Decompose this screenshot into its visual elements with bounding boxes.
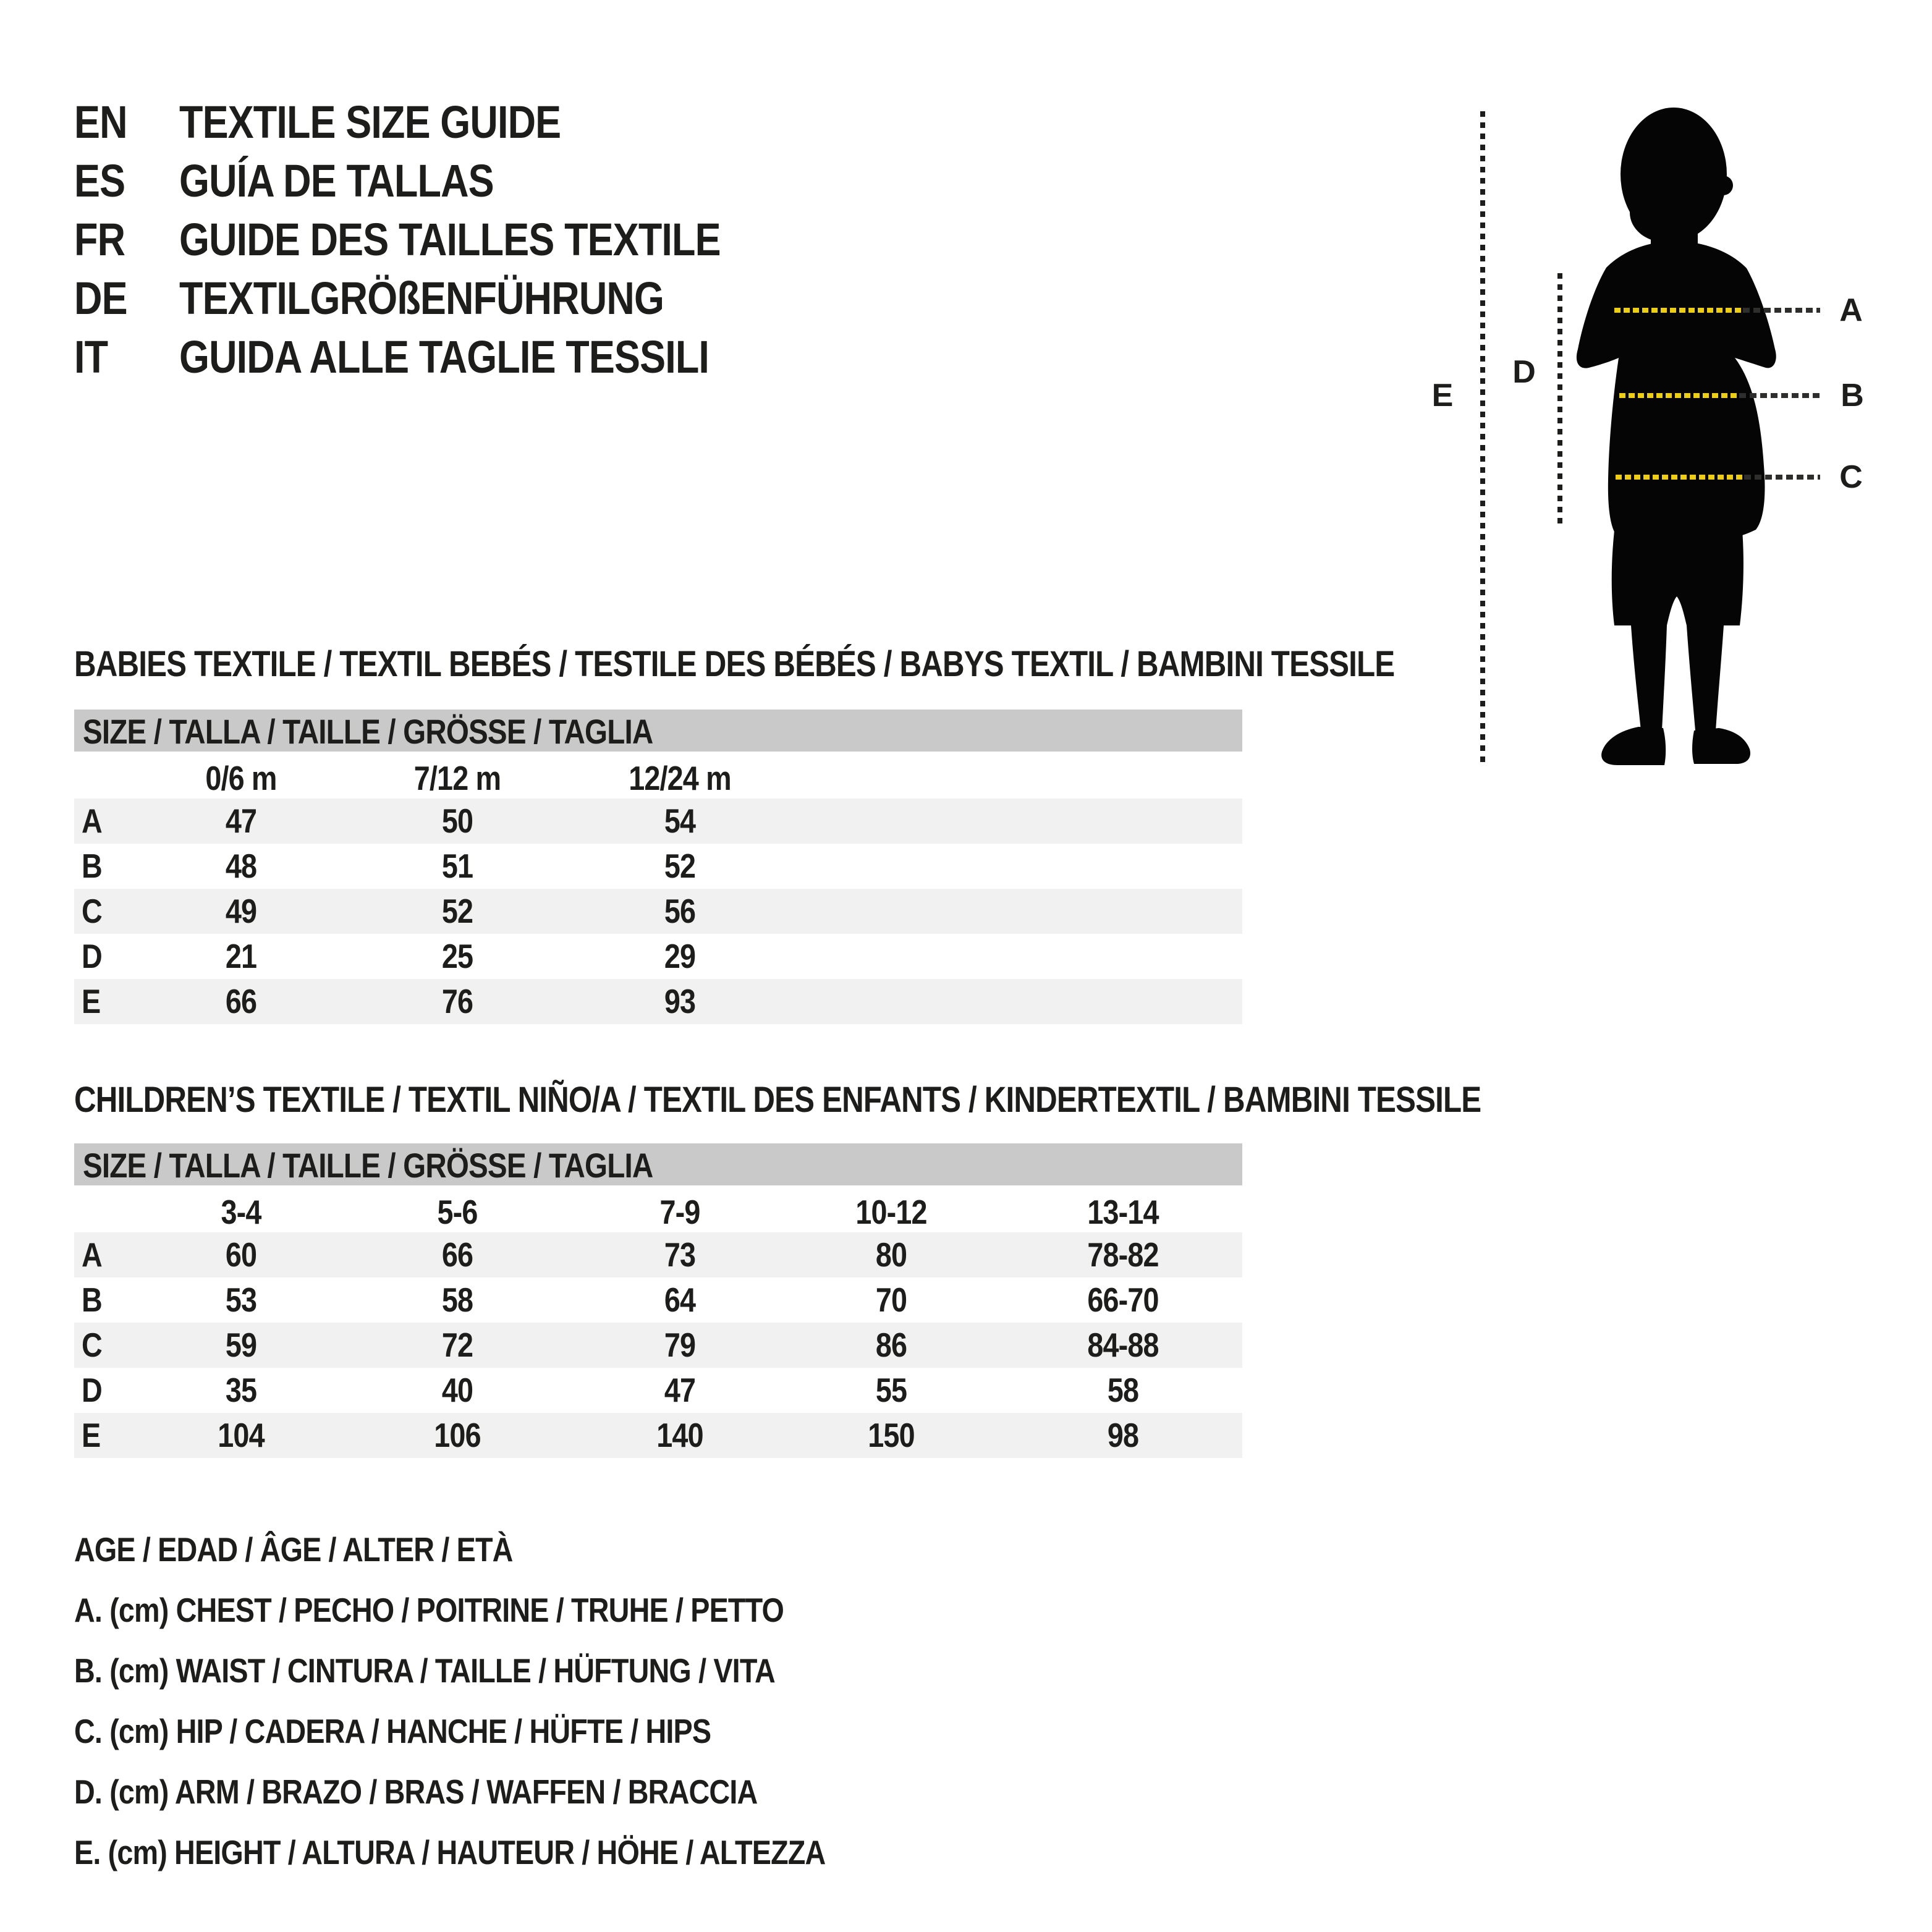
cell: 49 — [225, 892, 257, 930]
column-header: 10-12 — [855, 1193, 927, 1231]
waist-measure-line-b-dark — [1739, 393, 1820, 398]
row-label: A — [82, 802, 102, 840]
legend-line: D. (cm) ARM / BRAZO / BRAS / WAFFEN / BRACCIA — [74, 1773, 758, 1811]
cell: 80 — [875, 1235, 907, 1274]
cell: 79 — [664, 1326, 696, 1364]
cell: 47 — [225, 802, 257, 840]
column-header: 0/6 m — [205, 759, 277, 797]
language-code: FR — [74, 214, 125, 265]
cell: 60 — [225, 1235, 257, 1274]
cell: 76 — [441, 982, 473, 1020]
cell: 50 — [441, 802, 473, 840]
waist-measure-line-b-yellow — [1619, 393, 1738, 398]
column-header: 5-6 — [437, 1193, 478, 1231]
cell: 35 — [225, 1371, 257, 1409]
cell: 51 — [441, 847, 473, 885]
cell: 93 — [664, 982, 696, 1020]
cell: 47 — [664, 1371, 696, 1409]
language-code: DE — [74, 273, 127, 324]
row-label: A — [82, 1235, 102, 1274]
table-row — [74, 1277, 1242, 1323]
cell: 54 — [664, 802, 696, 840]
cell: 66 — [225, 982, 257, 1020]
cell: 86 — [875, 1326, 907, 1364]
title-block — [74, 93, 816, 386]
cell: 25 — [441, 937, 473, 975]
table-row — [74, 1368, 1242, 1413]
table-row — [74, 799, 1242, 844]
column-header: 12/24 m — [629, 759, 731, 797]
cell: 21 — [225, 937, 257, 975]
language-title: GUÍA DE TALLAS — [179, 155, 494, 206]
cell: 78-82 — [1087, 1235, 1159, 1274]
table-row — [74, 1232, 1242, 1277]
cell: 58 — [1107, 1371, 1139, 1409]
table-row — [74, 889, 1242, 934]
table-row — [74, 1413, 1242, 1458]
row-label: C — [82, 892, 102, 930]
figure-label-c: C — [1839, 459, 1863, 495]
language-title: TEXTILE SIZE GUIDE — [179, 96, 561, 148]
cell: 52 — [441, 892, 473, 930]
legend-line: E. (cm) HEIGHT / ALTURA / HAUTEUR / HÖHE / ALTEZZA — [74, 1833, 826, 1871]
babies-column-header-row — [74, 752, 1242, 799]
cell: 53 — [225, 1281, 257, 1319]
cell: 59 — [225, 1326, 257, 1364]
row-label: D — [82, 1371, 102, 1409]
cell: 73 — [664, 1235, 696, 1274]
hip-measure-line-c-yellow — [1616, 475, 1743, 480]
babies-size-table — [74, 710, 1242, 1027]
language-title: GUIDE DES TAILLES TEXTILE — [179, 214, 721, 265]
cell: 104 — [218, 1416, 265, 1454]
cell: 98 — [1107, 1416, 1139, 1454]
figure-label-a: A — [1839, 292, 1863, 328]
arm-measure-dotted-line-d — [1557, 273, 1562, 529]
babies-section-heading: BABIES TEXTILE / TEXTIL BEBÉS / TESTILE DES BÉBÉS / BABYS TEXTIL / BAMBINI TESSILE — [74, 644, 1395, 684]
cell: 40 — [441, 1371, 473, 1409]
chest-measure-line-a-dark — [1743, 308, 1820, 313]
legend-line: A. (cm) CHEST / PECHO / POITRINE / TRUHE / PETTO — [74, 1591, 784, 1629]
babies-size-header-bar: SIZE / TALLA / TAILLE / GRÖSSE / TAGLIA — [74, 710, 1242, 752]
table-row — [74, 1323, 1242, 1368]
cell: 55 — [875, 1371, 907, 1409]
children-size-table — [74, 1143, 1242, 1460]
cell: 52 — [664, 847, 696, 885]
cell: 70 — [875, 1281, 907, 1319]
column-header: 7-9 — [659, 1193, 700, 1231]
legend-line: B. (cm) WAIST / CINTURA / TAILLE / HÜFTUNG / VITA — [74, 1651, 775, 1690]
cell: 84-88 — [1087, 1326, 1159, 1364]
row-label: E — [82, 1416, 101, 1454]
cell: 106 — [434, 1416, 481, 1454]
children-column-header-row — [74, 1185, 1242, 1232]
measurement-legend — [74, 1519, 958, 1883]
cell: 29 — [664, 937, 696, 975]
cell: 72 — [441, 1326, 473, 1364]
language-row — [74, 328, 816, 386]
cell: 58 — [441, 1281, 473, 1319]
language-row — [74, 269, 816, 328]
table-row — [74, 979, 1242, 1024]
column-header: 3-4 — [221, 1193, 261, 1231]
language-row — [74, 151, 816, 210]
column-header: 7/12 m — [413, 759, 501, 797]
hip-measure-line-c-dark — [1744, 475, 1820, 480]
cell: 66-70 — [1087, 1281, 1159, 1319]
table-row — [74, 934, 1242, 979]
language-title: GUIDA ALLE TAGLIE TESSILI — [179, 331, 710, 383]
language-title: TEXTILGRÖßENFÜHRUNG — [179, 273, 664, 324]
figure-label-b: B — [1841, 378, 1864, 413]
language-row — [74, 210, 816, 269]
legend-line: C. (cm) HIP / CADERA / HANCHE / HÜFTE / HIPS — [74, 1712, 711, 1750]
language-code: IT — [74, 331, 108, 383]
row-label: B — [82, 847, 102, 885]
language-code: ES — [74, 155, 125, 206]
column-header: 13-14 — [1087, 1193, 1159, 1231]
row-label: B — [82, 1281, 102, 1319]
table-row — [74, 844, 1242, 889]
row-label: D — [82, 937, 102, 975]
legend-line: AGE / EDAD / ÂGE / ALTER / ETÀ — [74, 1530, 513, 1569]
children-section-heading: CHILDREN’S TEXTILE / TEXTIL NIÑO/A / TEXTIL DES ENFANTS / KINDERTEXTIL / BAMBINI TESSILE — [74, 1080, 1481, 1120]
children-size-header-bar: SIZE / TALLA / TAILLE / GRÖSSE / TAGLIA — [74, 1143, 1242, 1185]
cell: 140 — [656, 1416, 703, 1454]
row-label: E — [82, 982, 101, 1020]
figure-label-d: D — [1512, 354, 1536, 390]
cell: 64 — [664, 1281, 696, 1319]
chest-measure-line-a-yellow — [1614, 308, 1742, 313]
cell: 66 — [441, 1235, 473, 1274]
row-label: C — [82, 1326, 102, 1364]
language-row — [74, 93, 816, 151]
language-code: EN — [74, 96, 127, 148]
cell: 150 — [868, 1416, 915, 1454]
cell: 48 — [225, 847, 257, 885]
figure-label-e: E — [1431, 378, 1454, 413]
cell: 56 — [664, 892, 696, 930]
